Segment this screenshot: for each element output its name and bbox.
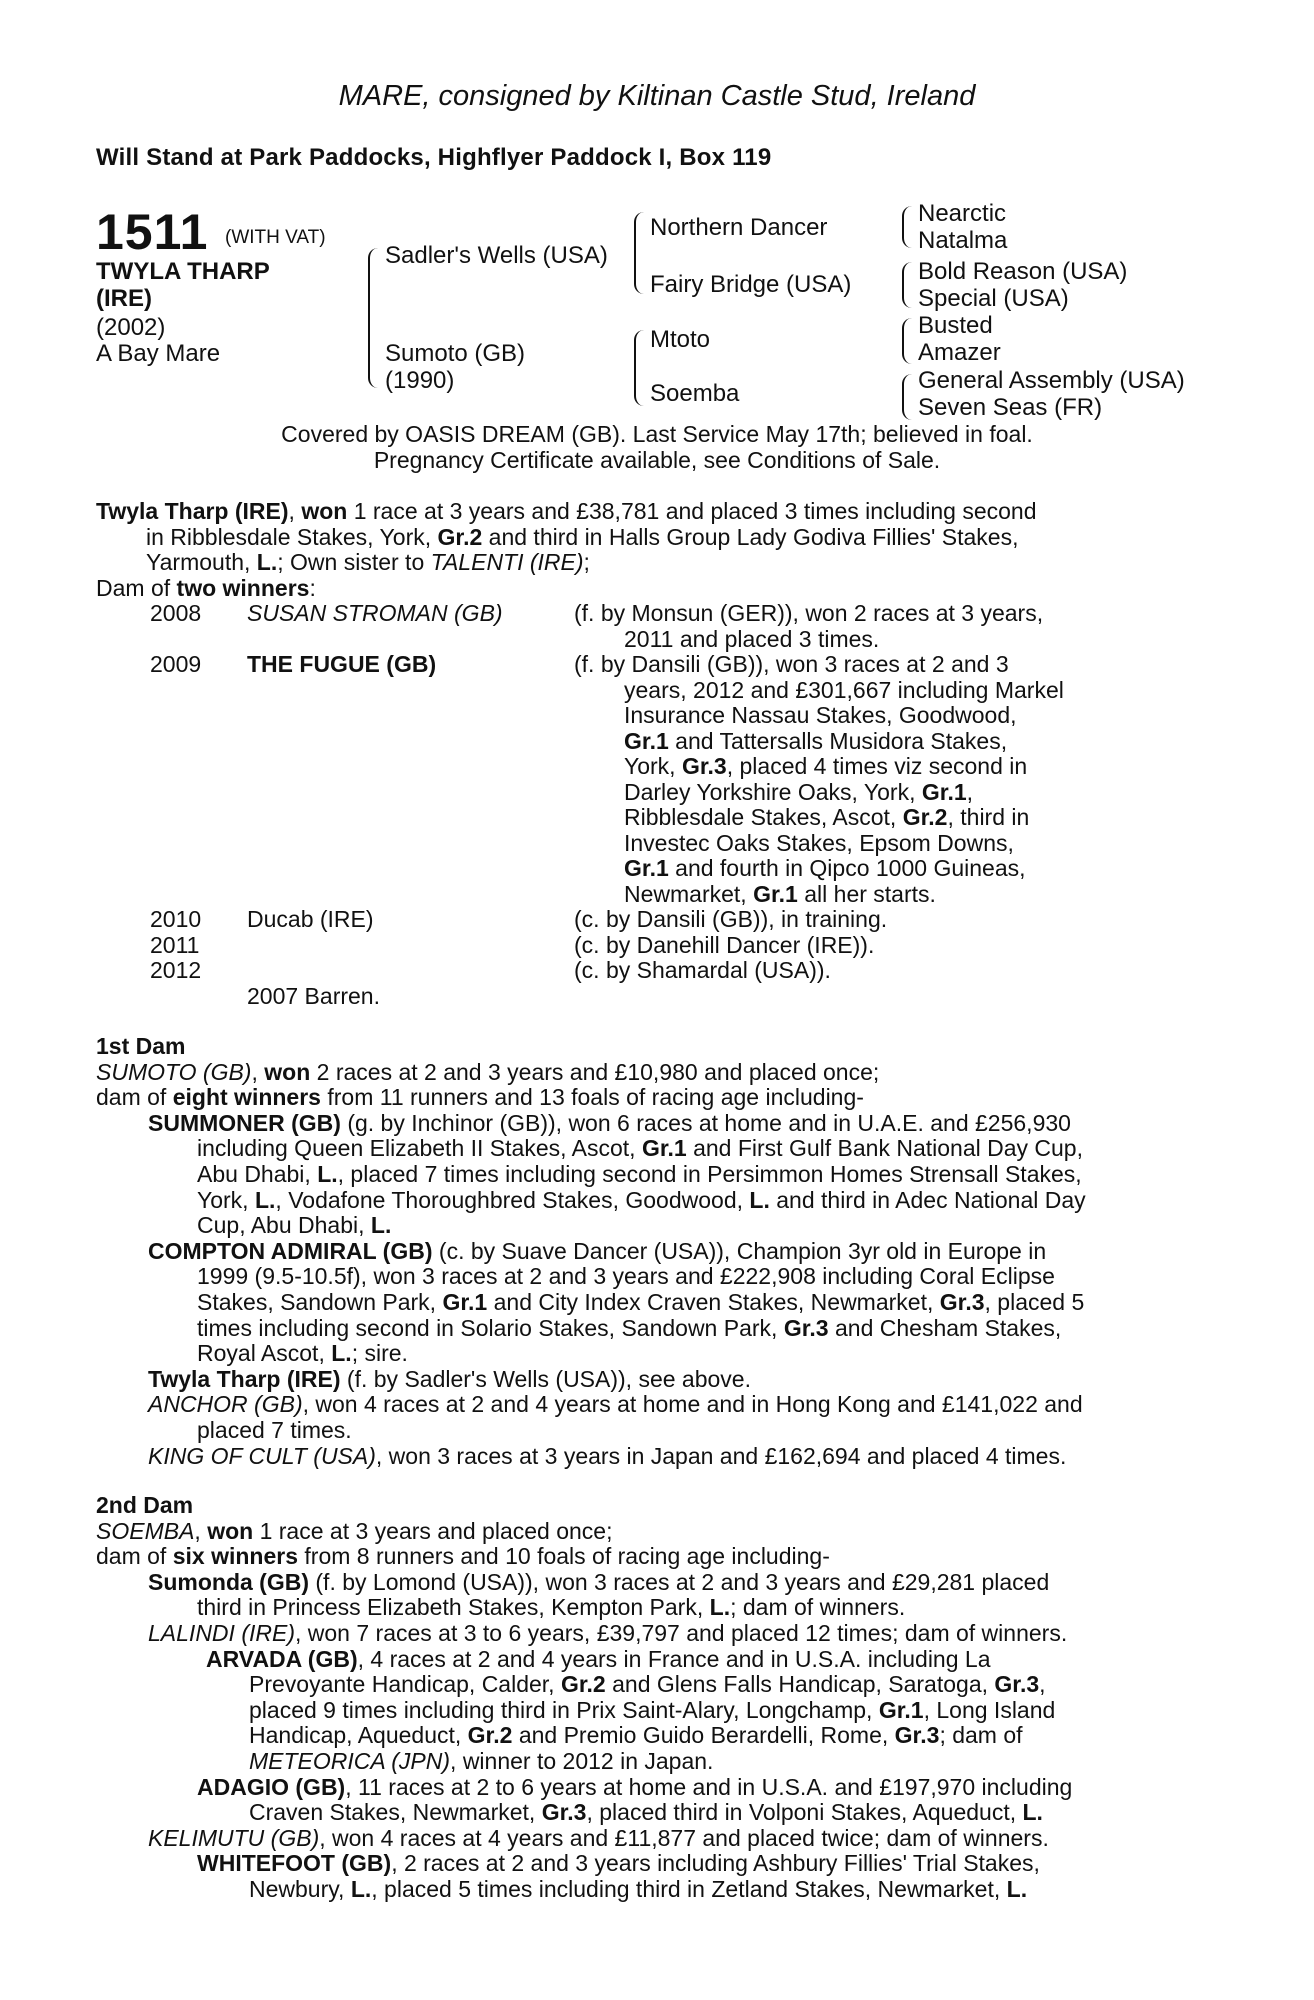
arvada-line: Handicap, Aqueduct, [249,1722,468,1749]
meteorica-name: METEORICA (JPN) [249,1747,451,1774]
grade-1: Gr.1 [878,1696,924,1723]
anchor-line: placed 7 times. [197,1416,352,1443]
produce-detail-part: and Tattersalls Musidora Stakes, [668,728,1008,754]
dam-dam: Soemba [650,380,740,407]
covered-note: Covered by OASIS DREAM (GB). Last Service May 17th; believed in foal. [281,421,1033,447]
produce-detail: (f. by Dansili (GB)), won 3 races at 2 and 3 [574,651,1009,677]
compton-line: times including second in Solario Stakes, Sandown Park, [197,1314,784,1341]
horse-year: (2002) [96,314,166,341]
produce-detail: years, 2012 and £301,667 including Markel [624,677,1064,703]
produce-detail-part: Newmarket, [624,881,754,907]
second-dam-line: 1 race at 3 years and placed once; [253,1517,613,1544]
won-label: won [207,1517,254,1544]
intro-line3a: Yarmouth, [146,549,257,576]
grade-3: Gr.3 [541,1799,587,1826]
adagio-name: ADAGIO (GB) [197,1773,346,1800]
grade-2: Gr.2 [560,1671,606,1698]
lalindi-line: , won 7 races at 3 to 6 years, £39,797 and placed 12 times; dam of winners. [294,1619,1068,1646]
dam-dam-sire: General Assembly (USA) [918,367,1185,394]
horse-origin: (IRE) [96,285,152,312]
produce-detail: (f. by Monsun (GER)), won 2 races at 3 years, [574,600,1044,626]
produce-year: 2011 [150,932,200,958]
produce-name: THE FUGUE (GB) [247,651,437,677]
summoner-line: , Vodafone Thoroughbred Stakes, Goodwood, [275,1186,750,1213]
pedigree-brace-ss [902,206,912,248]
dam-sire: Mtoto [650,326,711,353]
intro-line3c: ; [583,549,590,576]
produce-detail [624,780,973,806]
adagio-line: , 11 races at 2 to 6 years at home and in U.S.A. and £197,970 including [345,1773,1073,1800]
pedigree-brace-dam [634,330,644,406]
compton-line: Royal Ascot, [197,1340,332,1367]
second-dam-section: 2nd Dam SOEMBA, won 1 race at 3 years and placed once; dam of six winners from 8 runners and 10 foals of racing age including- Sumonda (GB) (f. by Lomond (USA)), won 3 races at 2 and 3 years and £29,281 placed third in Princess Elizabeth Stakes, Kempton Park, L.; dam of winners. LALINDI (IRE), won 7 races at 3 to 6 years, £39,797 and placed 12 times; dam of winners. ARVADA (GB), 4 races at 2 and 4 years in France and in U.S.A. including La Prevoyante Handicap, Calder, Gr.2 and Glens Falls Handicap, Saratoga, Gr.3, placed 9 times including third in Prix Saint-Alary, Longchamp, Gr.1, Long Island Handicap, Aqueduct, Gr.2 and Premio Guido Berardelli, Rome, Gr.3; dam of METEORICA (JPN), winner to 2012 in Japan. ADAGIO (GB), 11 races at 2 to 6 years at home and in U.S.A. and £197,970 including Craven Stakes, Newmarket, Gr.3, placed third in Volponi Stakes, Aqueduct, L. KELIMUTU (GB), won 4 races at 4 years and £11,877 and placed twice; dam of winners. WHITEFOOT (GB), 2 races at 2 and 3 years including Ashbury Fillies' Trial Stakes, Newbury, L., placed 5 times including third in Zetland Stakes, Newmarket, L. [96,1493,1206,1903]
produce-detail: (c. by Danehill Dancer (IRE)). [574,932,875,958]
anchor-line: , won 4 races at 2 and 4 years at home and in Hong Kong and £141,022 and [302,1391,1083,1418]
grade-1: Gr.1 [753,881,798,907]
intro-talenti: TALENTI (IRE) [430,549,584,576]
intro-gr2: Gr.2 [437,523,483,550]
listed: L. [1022,1799,1043,1826]
king-of-cult-name: KING OF CULT (USA) [148,1442,376,1469]
twyla-tharp-name: Twyla Tharp (IRE) [148,1365,341,1392]
arvada-line: Prevoyante Handicap, Calder, [249,1671,561,1698]
intro-line3b: ; Own sister to [277,549,431,576]
grade-1: Gr.1 [624,855,669,881]
whitefoot-line: , 2 races at 2 and 3 years including Ashbury Fillies' Trial Stakes, [391,1850,1040,1877]
compton-line: Stakes, Sandown Park, [197,1288,443,1315]
summoner-line: Abu Dhabi, [197,1160,318,1187]
produce-year: 2012 [150,957,202,983]
produce-detail-part: , [966,779,974,805]
vat-label: (WITH VAT) [225,227,326,248]
produce-detail [624,882,936,908]
arvada-line: ; dam of [939,1722,1023,1749]
listed: L. [1006,1875,1028,1902]
six-winners: six winners [172,1543,298,1570]
kelimutu-name: KELIMUTU (GB) [148,1824,320,1851]
pedigree-brace-dd [902,374,912,420]
sire-sire-dam: Natalma [918,227,1008,254]
grade-2: Gr.2 [467,1722,513,1749]
summoner-line: , placed 7 times including second in Persimmon Homes Strensall Stakes, [337,1160,1082,1187]
grade-3: Gr.3 [994,1671,1040,1698]
summoner-line: York, [197,1186,255,1213]
compton-admiral-name: COMPTON ADMIRAL (GB) [148,1237,433,1264]
first-dam-heading: 1st Dam [96,1033,186,1059]
produce-detail [624,856,1026,882]
summoner-name: SUMMONER (GB) [148,1109,341,1136]
kelimutu-line: , won 4 races at 4 years and £11,877 and placed twice; dam of winners. [319,1824,1049,1851]
first-dam-section: 1st Dam SUMOTO (GB), won 2 races at 2 and 3 years and £10,980 and placed once; dam of eight winners from 11 runners and 13 foals of racing age including- SUMMONER (GB) (g. by Inchinor (GB)), won 6 races at home and in U.A.E. and £256,930 including Queen Elizabeth II Stakes, Ascot, Gr.1 and First Gulf Bank National Day Cup, Abu Dhabi, L., placed 7 times including second in Persimmon Homes Strensall Stakes, York, L., Vodafone Thoroughbred Stakes, Goodwood, L. and third in Adec National Day Cup, Abu Dhabi, L. COMPTON ADMIRAL (GB) (c. by Suave Dancer (USA)), Champion 3yr old in Europe in 1999 (9.5-10.5f), won 3 races at 2 and 3 years and £222,908 including Coral Eclipse Stakes, Sandown Park, Gr.1 and City Index Craven Stakes, Newmarket, Gr.3, placed 5 times including second in Solario Stakes, Sandown Park, Gr.3 and Chesham Stakes, Royal Ascot, L.; sire. Twyla Tharp (IRE) (f. by Sadler's Wells (USA)), see above. ANCHOR (GB), won 4 races at 2 and 4 years at home and in Hong Kong and £141,022 and placed 7 times. KING OF CULT (USA), won 3 races at 3 years in Japan and £162,694 and placed 4 times. [96,1034,1206,1469]
produce-detail [624,754,1027,780]
consignor-header: MARE, consigned by Kiltinan Castle Stud, Ireland [338,80,976,112]
grade-1: Gr.1 [921,779,967,805]
produce-detail [624,805,1029,831]
first-dam-line: from 11 runners and 13 foals of racing age including- [320,1084,864,1111]
arvada-line: , winner to 2012 in Japan. [450,1747,714,1774]
arvada-line: , Long Island [923,1696,1056,1723]
grade-1: Gr.1 [624,728,669,754]
eight-winners: eight winners [172,1084,321,1111]
horse-name: TWYLA THARP [96,258,270,285]
sire-sire: Northern Dancer [650,214,828,241]
pedigree-brace-main [368,248,378,388]
produce-detail: (c. by Dansili (GB)), in training. [574,906,888,932]
produce-name: SUSAN STROMAN (GB) [247,600,503,626]
produce-detail: Investec Oaks Stakes, Epsom Downs, [624,830,1014,856]
listed: L. [749,1186,770,1213]
produce-detail-part: , placed 4 times viz second in [726,753,1028,779]
intro-line2b: and third in Halls Group Lady Godiva Fillies' Stakes, [482,523,1019,550]
intro-two-winners: two winners [176,574,310,601]
barren-note: 2007 Barren. [247,983,380,1009]
whitefoot-name: WHITEFOOT (GB) [197,1850,392,1877]
intro-listed: L. [256,549,278,576]
second-dam-heading: 2nd Dam [96,1492,194,1518]
sumonda-line: ; dam of winners. [730,1594,906,1621]
listed: L. [370,1212,392,1239]
sire-dam-dam: Special (USA) [918,285,1069,312]
lalindi-name: LALINDI (IRE) [148,1619,295,1646]
sire: Sadler's Wells (USA) [385,242,608,269]
summoner-line: including Queen Elizabeth II Stakes, Ascot, [197,1135,642,1162]
arvada-line: placed 9 times including third in Prix Saint-Alary, Longchamp, [249,1696,879,1723]
compton-line: , placed 5 [984,1288,1085,1315]
produce-detail-part: York, [624,753,682,779]
pedigree-brace-sire [634,212,644,294]
stand-location: Will Stand at Park Paddocks, Highflyer Paddock I, Box 119 [96,144,772,171]
produce-detail: (c. by Shamardal (USA)). [574,957,831,983]
compton-line: (c. by Suave Dancer (USA)), Champion 3yr old in Europe in [432,1237,1047,1264]
king-line: , won 3 races at 3 years in Japan and £162,694 and placed 4 times. [375,1442,1067,1469]
sire-dam: Fairy Bridge (USA) [650,271,852,298]
arvada-line: and Premio Guido Berardelli, Rome, [512,1722,895,1749]
produce-year: 2008 [150,600,202,626]
arvada-name: ARVADA (GB) [206,1645,358,1672]
horse-description: A Bay Mare [96,340,221,367]
dam: Sumoto (GB) [385,340,526,367]
won-label: won [264,1058,311,1085]
listed: L. [709,1594,731,1621]
twyla-line: (f. by Sadler's Wells (USA)), see above. [340,1365,751,1392]
arvada-line: and Glens Falls Handicap, Saratoga, [605,1671,995,1698]
sire-dam-sire: Bold Reason (USA) [918,258,1128,285]
sumonda-line: third in Princess Elizabeth Stakes, Kempton Park, [197,1594,710,1621]
arvada-line: , [1039,1671,1046,1698]
pedigree-brace-sd [902,262,912,308]
arvada-line: , 4 races at 2 and 4 years in France and in U.S.A. including La [357,1645,991,1672]
summoner-line: and First Gulf Bank National Day Cup, [686,1135,1083,1162]
grade-3: Gr.3 [939,1288,985,1315]
produce-detail-part: Darley Yorkshire Oaks, York, [624,779,922,805]
first-dam-line: dam of [96,1084,173,1111]
sire-sire-sire: Nearctic [918,200,1007,227]
intro-won: won [301,498,348,524]
dam-sire-sire: Busted [918,312,993,339]
produce-year: 2009 [150,651,202,677]
listed: L. [254,1186,276,1213]
compton-line: 1999 (9.5-10.5f), won 3 races at 2 and 3 years and £222,908 including Coral Eclipse [197,1263,1055,1290]
produce-year: 2010 [150,906,202,932]
intro-paragraph: Twyla Tharp (IRE), won 1 race at 3 years and £38,781 and placed 3 times including second in Ribblesdale Stakes, York, Gr.2 and third in Halls Group Lady Godiva Fillies' Stakes, Yarmouth, L.; Own sister to TALENTI (IRE); Dam of two winners: [96,498,1037,601]
listed: L. [350,1875,372,1902]
sumonda-name: Sumonda (GB) [148,1568,309,1595]
produce-detail-part: Ribblesdale Stakes, Ascot, [624,804,903,830]
compton-line: and Chesham Stakes, [828,1314,1062,1341]
listed: L. [317,1160,338,1187]
grade-1: Gr.1 [442,1288,488,1315]
first-dam-line: 2 races at 2 and 3 years and £10,980 and placed once; [310,1058,880,1085]
adagio-line: , placed third in Volponi Stakes, Aqueduct, [586,1799,1023,1826]
summoner-line: and third in Adec National Day [769,1186,1086,1213]
compton-line: ; sire. [351,1340,408,1367]
whitefoot-line: Newbury, [249,1875,351,1902]
produce-name: Ducab (IRE) [247,906,374,932]
summoner-line: (g. by Inchinor (GB)), won 6 races at home and in U.A.E. and £256,930 [340,1109,1071,1136]
compton-line: and City Index Craven Stakes, Newmarket, [487,1288,940,1315]
dam-year: (1990) [385,367,455,394]
second-dam-line: from 8 runners and 10 foals of racing age including- [298,1543,830,1570]
produce-detail: Insurance Nassau Stakes, Goodwood, [624,702,1017,728]
produce-detail [624,729,1007,755]
anchor-name: ANCHOR (GB) [148,1391,303,1418]
second-dam-line: dam of [96,1543,173,1570]
intro-horse-name: Twyla Tharp (IRE) [96,498,289,524]
grade-3: Gr.3 [783,1314,829,1341]
intro-line2a: in Ribblesdale Stakes, York, [146,523,438,550]
grade-3: Gr.3 [894,1722,940,1749]
pregnancy-note: Pregnancy Certificate available, see Conditions of Sale. [373,447,941,473]
intro-dam-of: Dam of [96,574,177,601]
produce-detail-part: all her starts. [797,881,936,907]
produce-detail: 2011 and placed 3 times. [624,626,880,652]
second-dam-name: SOEMBA [96,1517,195,1544]
listed: L. [331,1340,352,1367]
dam-sire-dam: Amazer [918,339,1001,366]
summoner-line: Cup, Abu Dhabi, [197,1212,371,1239]
sumonda-line: (f. by Lomond (USA)), won 3 races at 2 and 3 years and £29,281 placed [309,1568,1050,1595]
grade-3: Gr.3 [681,753,727,779]
produce-detail-part: , third in [947,804,1030,830]
dam-dam-dam: Seven Seas (FR) [918,394,1103,421]
intro-colon: : [309,574,316,601]
first-dam-name: SUMOTO (GB) [96,1058,252,1085]
grade-2: Gr.2 [902,804,948,830]
grade-1: Gr.1 [641,1135,687,1162]
adagio-line: Craven Stakes, Newmarket, [249,1799,542,1826]
whitefoot-line: , placed 5 times including third in Zetland Stakes, Newmarket, [371,1875,1007,1902]
intro-line1: 1 race at 3 years and £38,781 and placed 3 times including second [347,498,1037,524]
produce-detail-part: and fourth in Qipco 1000 Guineas, [668,855,1026,881]
pedigree-brace-ds [902,318,912,364]
lot-number: 1511 [96,204,209,260]
